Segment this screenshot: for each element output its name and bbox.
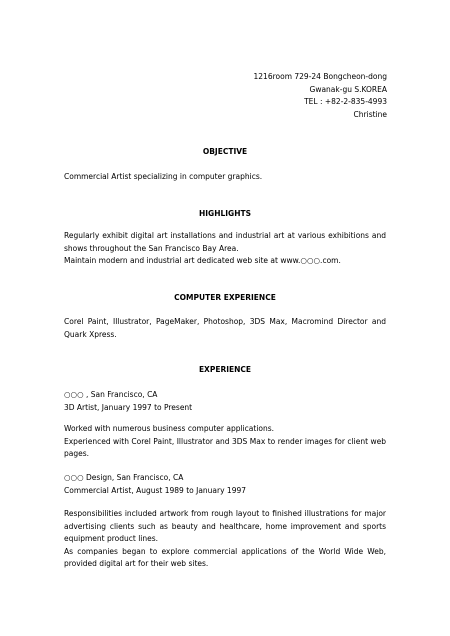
highlights-heading: HIGHLIGHTS — [198, 209, 252, 218]
job-1-title: 3D Artist, January 1997 to Present — [64, 402, 193, 412]
applicant-name: Christine — [353, 109, 387, 119]
job-2-title: Commercial Artist, August 1989 to January 1997 — [64, 485, 247, 495]
address-line-2: Gwanak-gu S.KOREA — [309, 84, 387, 94]
highlights-text — [64, 230, 386, 268]
job-2-description — [64, 508, 386, 571]
computer-experience-heading: COMPUTER EXPERIENCE — [174, 293, 276, 302]
contact-address — [254, 71, 387, 121]
job-1-company: ○○○ , San Francisco, CA — [64, 390, 158, 399]
objective-text — [64, 171, 386, 184]
phone-line: TEL : +82-2-835-4993 — [304, 97, 387, 106]
job-2-detail-2: As companies began to explore commercial applications of the World Wide Web, provided digital art for their web sites. — [64, 546, 386, 568]
address-line-1: 1216room 729-24 Bongcheon-dong — [253, 72, 387, 81]
objective-heading: OBJECTIVE — [202, 147, 248, 156]
objective-paragraph: Commercial Artist specializing in computer graphics. — [64, 172, 263, 181]
computer-experience-paragraph: Corel Paint, Illustrator, PageMaker, Photoshop, 3DS Max, Macromind Director and Quark Xpress. — [64, 317, 386, 339]
job-1-detail-1: Worked with numerous business computer applications. — [64, 424, 275, 433]
highlights-paragraph-2: Maintain modern and industrial art dedicated web site at www.○○○.com. — [64, 256, 341, 265]
experience-heading: EXPERIENCE — [198, 365, 252, 374]
highlights-paragraph-1: Regularly exhibit digital art installations and industrial art at various exhibitions and shows throughout the San Francisco Bay Area. — [64, 231, 386, 253]
job-2 — [64, 472, 386, 497]
job-1 — [64, 389, 386, 414]
computer-experience-text — [64, 316, 386, 341]
job-1-description — [64, 423, 386, 461]
job-1-detail-2: Experienced with Corel Paint, Illustrator and 3DS Max to render images for client web pages. — [64, 436, 386, 458]
job-2-company: ○○○ Design, San Francisco, CA — [64, 473, 184, 482]
job-2-detail-1: Responsibilities included artwork from rough layout to finished illustrations for major advertising clients such as beauty and healthcare, home improvement and sports equipment product lines. — [64, 509, 386, 543]
